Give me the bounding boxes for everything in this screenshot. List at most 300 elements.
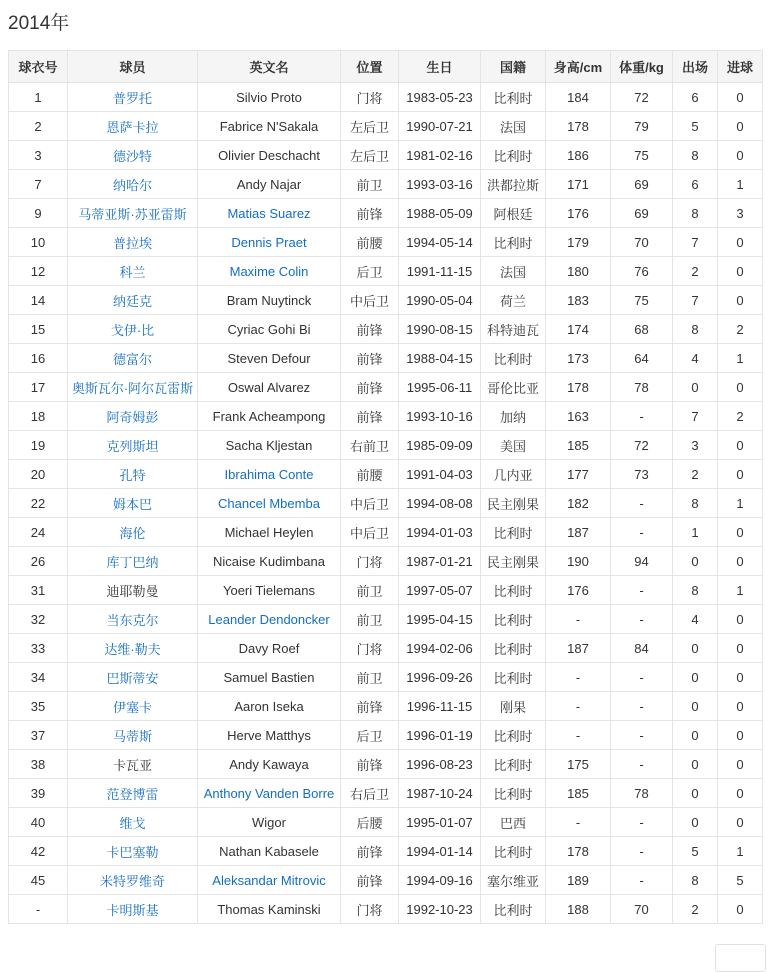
appearances-cell xyxy=(673,286,718,315)
player-name-link[interactable]: 库丁巴纳 xyxy=(106,554,159,570)
appearances-text: 7 xyxy=(691,408,699,424)
jersey-number-text: 26 xyxy=(30,553,46,569)
nationality-cell xyxy=(481,170,546,199)
birthday-cell xyxy=(399,141,481,170)
column-header-1: 球衣号 xyxy=(9,51,68,83)
weight-text: - xyxy=(639,524,644,540)
appearances-text: 5 xyxy=(691,843,699,859)
height-cell xyxy=(546,721,611,750)
weight-cell xyxy=(611,228,673,257)
nationality-cell xyxy=(481,460,546,489)
goals-cell xyxy=(718,170,763,199)
height-text: 185 xyxy=(567,437,589,453)
english-name-cell xyxy=(198,895,341,924)
nationality-cell xyxy=(481,547,546,576)
english-name-text: Aaron Iseka xyxy=(234,698,304,714)
height-cell xyxy=(546,518,611,547)
height-text: 179 xyxy=(567,234,589,250)
weight-cell xyxy=(611,141,673,170)
nationality-text: 荷兰 xyxy=(499,293,526,309)
goals-text: 1 xyxy=(736,843,744,859)
birthday-text: 1994-08-08 xyxy=(406,495,473,511)
position-text: 前锋 xyxy=(356,409,383,425)
player-name-link[interactable]: 戈伊·比 xyxy=(110,322,155,338)
birthday-cell xyxy=(399,663,481,692)
english-name-cell xyxy=(198,634,341,663)
height-text: 184 xyxy=(567,89,589,105)
nationality-text: 比利时 xyxy=(493,351,533,367)
height-cell xyxy=(546,576,611,605)
nationality-cell xyxy=(481,866,546,895)
nationality-cell xyxy=(481,576,546,605)
player-name-link[interactable]: 巴斯蒂安 xyxy=(106,670,159,686)
weight-cell xyxy=(611,779,673,808)
player-name-cell xyxy=(68,315,198,344)
height-cell xyxy=(546,692,611,721)
player-name-cell xyxy=(68,199,198,228)
goals-cell xyxy=(718,373,763,402)
appearances-text: 0 xyxy=(691,756,699,772)
goals-cell xyxy=(718,315,763,344)
nationality-text: 民主刚果 xyxy=(486,496,539,512)
player-name-link[interactable]: 德富尔 xyxy=(112,351,152,367)
goals-text: 0 xyxy=(736,785,744,801)
player-name-link[interactable]: 恩萨卡拉 xyxy=(106,119,159,135)
appearances-text: 0 xyxy=(691,640,699,656)
birthday-text: 1992-10-23 xyxy=(406,901,473,917)
jersey-number-text: 34 xyxy=(30,669,46,685)
jersey-number-cell xyxy=(9,895,68,924)
table-row xyxy=(9,663,763,692)
nationality-cell xyxy=(481,663,546,692)
goals-text: 0 xyxy=(736,379,744,395)
appearances-cell xyxy=(673,257,718,286)
player-name-link[interactable]: 卡巴塞勒 xyxy=(106,844,159,860)
height-text: 171 xyxy=(567,176,589,192)
nationality-cell xyxy=(481,431,546,460)
jersey-number-text: 45 xyxy=(30,872,46,888)
table-row xyxy=(9,692,763,721)
position-text: 右后卫 xyxy=(349,786,389,802)
nationality-text: 法国 xyxy=(499,119,526,135)
jersey-number-text: 38 xyxy=(30,756,46,772)
table-row xyxy=(9,431,763,460)
appearances-text: 0 xyxy=(691,553,699,569)
birthday-cell xyxy=(399,837,481,866)
birthday-text: 1994-01-03 xyxy=(406,524,473,540)
appearances-text: 8 xyxy=(691,205,699,221)
birthday-cell xyxy=(399,518,481,547)
weight-text: 84 xyxy=(634,640,649,656)
goals-cell xyxy=(718,576,763,605)
english-name-text: Olivier Deschacht xyxy=(218,147,320,163)
english-name-text: Sacha Kljestan xyxy=(225,437,313,453)
nationality-cell xyxy=(481,373,546,402)
nationality-text: 塞尔维亚 xyxy=(486,873,539,889)
birthday-cell xyxy=(399,112,481,141)
english-name-link[interactable]: Aleksandar Mitrovic xyxy=(212,872,326,888)
english-name-text: Andy Najar xyxy=(236,176,302,192)
english-name-link[interactable]: Ibrahima Conte xyxy=(224,466,314,482)
english-name-cell xyxy=(198,228,341,257)
position-cell xyxy=(341,721,399,750)
jersey-number-cell xyxy=(9,866,68,895)
english-name-link[interactable]: Leander Dendoncker xyxy=(208,611,330,627)
english-name-link[interactable]: Matias Suarez xyxy=(227,205,311,221)
position-text: 中后卫 xyxy=(349,496,389,512)
goals-text: 5 xyxy=(736,872,744,888)
table-row xyxy=(9,895,763,924)
jersey-number-cell xyxy=(9,286,68,315)
nationality-text: 法国 xyxy=(499,264,526,280)
jersey-number-cell xyxy=(9,605,68,634)
position-text: 左后卫 xyxy=(349,148,389,164)
goals-cell xyxy=(718,257,763,286)
nationality-cell xyxy=(481,257,546,286)
weight-text: 69 xyxy=(634,176,649,192)
birthday-text: 1993-03-16 xyxy=(406,176,473,192)
weight-text: - xyxy=(639,843,644,859)
page-title: 2014年 xyxy=(8,13,70,34)
english-name-text: Bram Nuytinck xyxy=(226,292,312,308)
jersey-number-cell xyxy=(9,489,68,518)
birthday-cell xyxy=(399,228,481,257)
english-name-cell xyxy=(198,83,341,112)
appearances-text: 0 xyxy=(691,814,699,830)
appearances-cell xyxy=(673,112,718,141)
height-text: 183 xyxy=(567,292,589,308)
height-text: 178 xyxy=(567,379,589,395)
height-text: 176 xyxy=(567,582,589,598)
birthday-text: 1990-05-04 xyxy=(406,292,473,308)
player-name-cell xyxy=(68,518,198,547)
header-row xyxy=(9,51,763,83)
player-name-link[interactable]: 当东克尔 xyxy=(106,612,159,628)
player-name-link[interactable]: 马蒂亚斯·苏亚雷斯 xyxy=(78,206,187,222)
goals-text: 0 xyxy=(736,524,744,540)
position-text: 前锋 xyxy=(356,844,383,860)
jersey-number-cell xyxy=(9,257,68,286)
position-text: 门将 xyxy=(356,902,383,918)
goals-cell xyxy=(718,431,763,460)
appearances-text: 0 xyxy=(691,785,699,801)
appearances-text: 0 xyxy=(691,669,699,685)
english-name-link[interactable]: Maxime Colin xyxy=(229,263,309,279)
player-name-link[interactable]: 孔特 xyxy=(119,467,146,483)
birthday-cell xyxy=(399,315,481,344)
jersey-number-text: 7 xyxy=(34,176,42,192)
english-name-text: Wigor xyxy=(252,814,286,830)
jersey-number-text: 20 xyxy=(30,466,46,482)
position-cell xyxy=(341,373,399,402)
appearances-cell xyxy=(673,431,718,460)
weight-text: - xyxy=(639,756,644,772)
height-text: 176 xyxy=(567,205,589,221)
player-name-link[interactable]: 米特罗维奇 xyxy=(99,873,165,889)
player-name-link[interactable]: 海伦 xyxy=(119,525,146,541)
goals-text: 1 xyxy=(736,582,744,598)
weight-cell xyxy=(611,808,673,837)
jersey-number-text: 12 xyxy=(30,263,46,279)
position-cell xyxy=(341,83,399,112)
player-name-cell xyxy=(68,460,198,489)
player-name-link[interactable]: 奥斯瓦尔·阿尔瓦雷斯 xyxy=(71,380,194,396)
player-name-cell xyxy=(68,286,198,315)
nationality-text: 比利时 xyxy=(493,728,533,744)
player-name-link[interactable]: 普拉埃 xyxy=(112,235,152,251)
english-name-cell xyxy=(198,141,341,170)
appearances-cell xyxy=(673,199,718,228)
appearances-cell xyxy=(673,373,718,402)
nationality-cell xyxy=(481,750,546,779)
position-cell xyxy=(341,808,399,837)
goals-cell xyxy=(718,663,763,692)
table-row xyxy=(9,170,763,199)
position-text: 前锋 xyxy=(356,322,383,338)
weight-cell xyxy=(611,750,673,779)
nationality-text: 比利时 xyxy=(493,148,533,164)
birthday-text: 1983-05-23 xyxy=(406,89,473,105)
nationality-text: 民主刚果 xyxy=(486,554,539,570)
table-row xyxy=(9,83,763,112)
height-text: 175 xyxy=(567,756,589,772)
player-name-link[interactable]: 克列斯坦 xyxy=(106,438,159,454)
weight-cell xyxy=(611,460,673,489)
nationality-cell xyxy=(481,692,546,721)
english-name-cell xyxy=(198,779,341,808)
table-row xyxy=(9,141,763,170)
birthday-cell xyxy=(399,547,481,576)
birthday-cell xyxy=(399,634,481,663)
weight-text: 68 xyxy=(634,321,649,337)
nationality-text: 比利时 xyxy=(493,525,533,541)
height-text: 187 xyxy=(567,640,589,656)
nationality-text: 比利时 xyxy=(493,786,533,802)
height-cell xyxy=(546,112,611,141)
weight-text: 70 xyxy=(634,901,649,917)
position-text: 中后卫 xyxy=(349,525,389,541)
weight-text: 94 xyxy=(634,553,649,569)
height-cell xyxy=(546,257,611,286)
english-name-cell xyxy=(198,750,341,779)
birthday-text: 1988-05-09 xyxy=(406,205,473,221)
position-cell xyxy=(341,518,399,547)
height-text: - xyxy=(575,611,581,627)
weight-cell xyxy=(611,83,673,112)
height-text: 189 xyxy=(567,872,589,888)
position-cell xyxy=(341,315,399,344)
height-cell xyxy=(546,286,611,315)
position-cell xyxy=(341,866,399,895)
height-cell xyxy=(546,170,611,199)
column-header-6: 国籍 xyxy=(481,51,546,83)
player-name-link[interactable]: 范登博雷 xyxy=(106,786,159,802)
player-name-link[interactable]: 普罗托 xyxy=(112,90,152,106)
column-header-3: 英文名 xyxy=(198,51,341,83)
jersey-number-text: 14 xyxy=(30,292,46,308)
english-name-text: Davy Roef xyxy=(238,640,300,656)
player-name-link[interactable]: 纳哈尔 xyxy=(112,177,152,193)
height-text: 173 xyxy=(567,350,589,366)
jersey-number-text: 17 xyxy=(30,379,46,395)
english-name-text: Nicaise Kudimbana xyxy=(212,553,325,569)
column-header-4: 位置 xyxy=(341,51,399,83)
position-cell xyxy=(341,228,399,257)
appearances-cell xyxy=(673,83,718,112)
player-name-cell xyxy=(68,895,198,924)
birthday-text: 1988-04-15 xyxy=(406,350,473,366)
weight-cell xyxy=(611,286,673,315)
english-name-cell xyxy=(198,460,341,489)
player-name-cell xyxy=(68,373,198,402)
weight-text: - xyxy=(639,727,644,743)
jersey-number-cell xyxy=(9,721,68,750)
table-row xyxy=(9,866,763,895)
appearances-text: 2 xyxy=(691,263,699,279)
nationality-text: 加纳 xyxy=(499,409,526,425)
english-name-link[interactable]: Anthony Vanden Borre xyxy=(203,785,335,801)
player-name-link[interactable]: 卡明斯基 xyxy=(106,902,159,918)
weight-text: 75 xyxy=(634,292,649,308)
birthday-text: 1990-08-15 xyxy=(406,321,473,337)
appearances-text: 6 xyxy=(691,176,699,192)
nationality-text: 科特迪瓦 xyxy=(486,322,539,338)
height-text: - xyxy=(575,669,581,685)
position-text: 前腰 xyxy=(356,235,383,251)
player-name-cell xyxy=(68,402,198,431)
english-name-link[interactable]: Dennis Praet xyxy=(231,234,307,250)
height-cell xyxy=(546,199,611,228)
appearances-cell xyxy=(673,228,718,257)
jersey-number-text: 15 xyxy=(30,321,46,337)
jersey-number-cell xyxy=(9,518,68,547)
appearances-text: 3 xyxy=(691,437,699,453)
birthday-text: 1996-08-23 xyxy=(406,756,473,772)
height-text: 177 xyxy=(567,466,589,482)
goals-text: 0 xyxy=(736,466,744,482)
table-row xyxy=(9,605,763,634)
appearances-cell xyxy=(673,634,718,663)
nationality-text: 比利时 xyxy=(493,641,533,657)
height-cell xyxy=(546,141,611,170)
nationality-text: 比利时 xyxy=(493,235,533,251)
player-name-link[interactable]: 维戈 xyxy=(119,815,146,831)
player-name-link[interactable]: 达维·勒夫 xyxy=(104,641,161,657)
english-name-cell xyxy=(198,605,341,634)
appearances-cell xyxy=(673,663,718,692)
birthday-cell xyxy=(399,721,481,750)
player-name-cell xyxy=(68,837,198,866)
position-cell xyxy=(341,895,399,924)
jersey-number-text: 19 xyxy=(30,437,46,453)
position-cell xyxy=(341,663,399,692)
position-text: 前锋 xyxy=(356,206,383,222)
nationality-cell xyxy=(481,605,546,634)
birthday-text: 1990-07-21 xyxy=(406,118,473,134)
english-name-cell xyxy=(198,286,341,315)
player-name-link[interactable]: 阿奇姆彭 xyxy=(106,409,159,425)
collapse-button[interactable] xyxy=(715,944,766,972)
weight-text: - xyxy=(639,872,644,888)
table-row xyxy=(9,373,763,402)
height-text: 185 xyxy=(567,785,589,801)
position-text: 后卫 xyxy=(356,728,383,744)
table-row xyxy=(9,837,763,866)
player-name-link[interactable]: 纳廷克 xyxy=(112,293,152,309)
nationality-text: 比利时 xyxy=(493,90,533,106)
birthday-cell xyxy=(399,605,481,634)
weight-text: 75 xyxy=(634,147,649,163)
nationality-cell xyxy=(481,286,546,315)
birthday-cell xyxy=(399,808,481,837)
english-name-cell xyxy=(198,837,341,866)
player-name-link[interactable]: 马蒂斯 xyxy=(112,728,152,744)
jersey-number-text: 37 xyxy=(30,727,46,743)
position-cell xyxy=(341,199,399,228)
weight-cell xyxy=(611,721,673,750)
player-name-link[interactable]: 伊塞卡 xyxy=(112,699,152,715)
birthday-text: 1991-04-03 xyxy=(406,466,473,482)
table-row xyxy=(9,228,763,257)
table-body xyxy=(9,83,763,924)
player-name-cell xyxy=(68,344,198,373)
birthday-text: 1994-05-14 xyxy=(406,234,473,250)
appearances-text: 8 xyxy=(691,321,699,337)
height-cell xyxy=(546,866,611,895)
goals-text: 0 xyxy=(736,640,744,656)
english-name-link[interactable]: Chancel Mbemba xyxy=(218,495,320,511)
birthday-cell xyxy=(399,489,481,518)
nationality-cell xyxy=(481,315,546,344)
appearances-text: 7 xyxy=(691,292,699,308)
height-cell xyxy=(546,402,611,431)
appearances-cell xyxy=(673,605,718,634)
player-name-link[interactable]: 姆本巴 xyxy=(112,496,152,512)
weight-text: 69 xyxy=(634,205,649,221)
birthday-cell xyxy=(399,344,481,373)
weight-cell xyxy=(611,547,673,576)
jersey-number-text: 22 xyxy=(30,495,46,511)
height-cell xyxy=(546,83,611,112)
height-text: 178 xyxy=(567,843,589,859)
height-text: - xyxy=(575,698,581,714)
height-cell xyxy=(546,228,611,257)
appearances-cell xyxy=(673,460,718,489)
position-text: 前卫 xyxy=(356,670,383,686)
goals-cell xyxy=(718,199,763,228)
position-cell xyxy=(341,286,399,315)
jersey-number-text: 2 xyxy=(34,118,42,134)
english-name-text: Cyriac Gohi Bi xyxy=(227,321,311,337)
nationality-text: 哥伦比亚 xyxy=(486,380,539,396)
player-name-link[interactable]: 科兰 xyxy=(119,264,146,280)
appearances-cell xyxy=(673,402,718,431)
nationality-cell xyxy=(481,779,546,808)
appearances-cell xyxy=(673,547,718,576)
position-cell xyxy=(341,344,399,373)
height-cell xyxy=(546,373,611,402)
table-row xyxy=(9,112,763,141)
goals-cell xyxy=(718,83,763,112)
english-name-cell xyxy=(198,315,341,344)
player-name-cell xyxy=(68,489,198,518)
birthday-cell xyxy=(399,286,481,315)
goals-cell xyxy=(718,489,763,518)
height-text: - xyxy=(575,727,581,743)
player-name-link[interactable]: 德沙特 xyxy=(112,148,152,164)
nationality-text: 几内亚 xyxy=(493,467,533,483)
height-text: 180 xyxy=(567,263,589,279)
